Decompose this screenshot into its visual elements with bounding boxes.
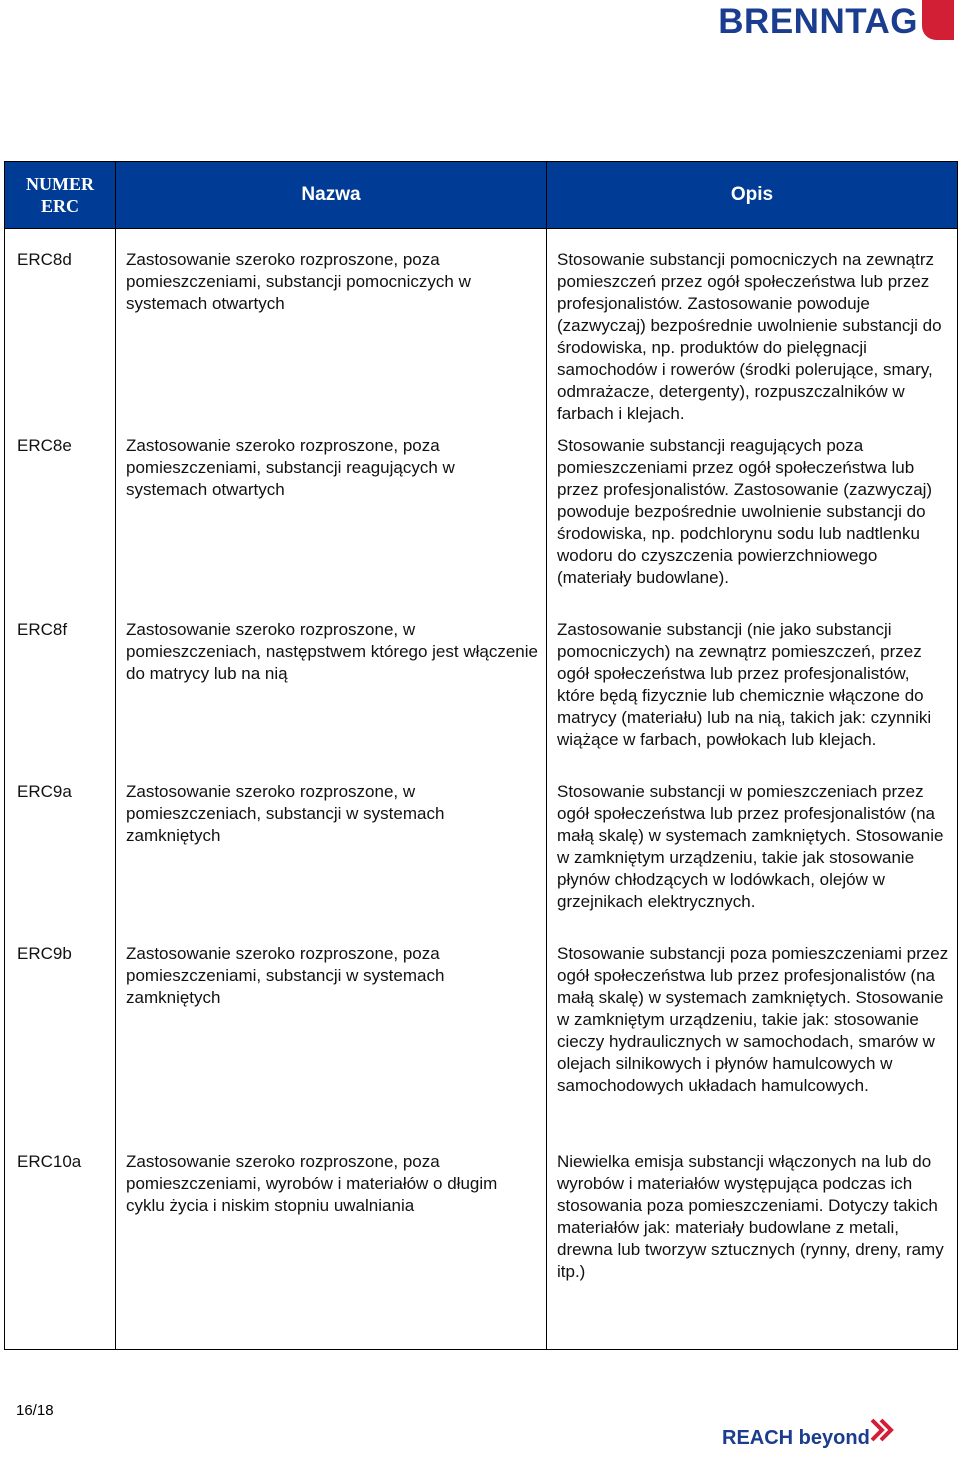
column-header-description: Opis — [547, 162, 958, 229]
column-header-name: Nazwa — [116, 162, 547, 229]
chevron-right-icon — [870, 1418, 896, 1448]
table-header-row — [5, 162, 958, 229]
erc-table — [4, 161, 958, 1350]
column-header-number-line1: NUMER — [26, 174, 94, 194]
table-row — [5, 781, 958, 943]
erc-name: Zastosowanie szeroko rozproszone, poza pomieszczeniami, wyrobów i materiałów o długim cyklu życia i niskim stopniu uwalniania — [116, 1151, 547, 1350]
brenntag-logo-text: BRENNTAG — [718, 2, 918, 41]
reach-beyond-logo-text: REACH beyond — [722, 1427, 870, 1449]
erc-code: ERC9b — [5, 943, 116, 1151]
column-header-number-line2: ERC — [40, 196, 79, 216]
erc-name: Zastosowanie szeroko rozproszone, w pomieszczeniach, substancji w systemach zamkniętych — [116, 781, 547, 943]
erc-description: Zastosowanie substancji (nie jako substancji pomocniczych) na zewnątrz pomieszczeń, przez ogół społeczeństwa lub przez profesjonalistów, które będą fizycznie lub chemicznie włączone do matrycy (materiału) lub na nią, takich jak: czynniki wiążące w farbach, powłokach lub klejach. — [547, 619, 958, 781]
erc-description: Niewielka emisja substancji włączonych na lub do wyrobów i materiałów występująca podczas ich stosowania poza pomieszczeniami. Dotyczy takich materiałów jak: materiały budowlane z metali, drewna lub tworzyw sztucznych (rynny, dreny, ramy itp.) — [547, 1151, 958, 1350]
reach-beyond-logo — [722, 1418, 922, 1458]
erc-description: Stosowanie substancji poza pomieszczeniami przez ogół społeczeństwa lub przez profesjonalistów (na małą skalę) w systemach zamkniętych. Stosowanie w zamkniętym urządzeniu, takie jak: stosowanie cieczy hydraulicznych w samochodach, smarów w olejach silnikowych i płynów hamulcowych w samochodowych układach hamulcowych. — [547, 943, 958, 1151]
erc-code: ERC8e — [5, 435, 116, 619]
erc-name: Zastosowanie szeroko rozproszone, poza pomieszczeniami, substancji w systemach zamkniętych — [116, 943, 547, 1151]
erc-name: Zastosowanie szeroko rozproszone, w pomieszczeniach, następstwem którego jest włączenie do matrycy lub na nią — [116, 619, 547, 781]
erc-code: ERC9a — [5, 781, 116, 943]
table-row — [5, 229, 958, 436]
erc-name: Zastosowanie szeroko rozproszone, poza pomieszczeniami, substancji pomocniczych w systemach otwartych — [116, 229, 547, 436]
brenntag-logo — [634, 0, 954, 52]
erc-code: ERC10a — [5, 1151, 116, 1350]
table-row — [5, 619, 958, 781]
erc-description: Stosowanie substancji pomocniczych na zewnątrz pomieszczeń przez ogół społeczeństwa lub przez profesjonalistów. Zastosowanie powoduje (zazwyczaj) bezpośrednie uwolnienie substancji do środowiska, np. produktów do pielęgnacji samochodów i rowerów (środki polerujące, smary, odmrażacze, detergenty), rozpuszczalników w farbach i klejach. — [547, 229, 958, 436]
table-row — [5, 943, 958, 1151]
brenntag-logo-mark — [922, 0, 954, 40]
erc-description: Stosowanie substancji w pomieszczeniach przez ogół społeczeństwa lub przez profesjonalistów (na małą skalę) w systemach zamkniętych. Stosowanie w zamkniętym urządzeniu, takie jak stosowanie płynów chłodzących w lodówkach, olejów w grzejnikach elektrycznych. — [547, 781, 958, 943]
erc-name: Zastosowanie szeroko rozproszone, poza pomieszczeniami, substancji reagujących w systemach otwartych — [116, 435, 547, 619]
erc-code: ERC8d — [5, 229, 116, 436]
page-number: 16/18 — [16, 1402, 54, 1419]
column-header-number — [5, 162, 116, 229]
table-row — [5, 1151, 958, 1350]
erc-code: ERC8f — [5, 619, 116, 781]
erc-description: Stosowanie substancji reagujących poza pomieszczeniami przez ogół społeczeństwa lub przez profesjonalistów. Zastosowanie (zazwyczaj) powoduje bezpośrednie uwolnienie substancji do środowiska, np. podchlorynu sodu lub nadtlenku wodoru do czyszczenia powierzchniowego (materiały budowlane). — [547, 435, 958, 619]
table-row — [5, 435, 958, 619]
